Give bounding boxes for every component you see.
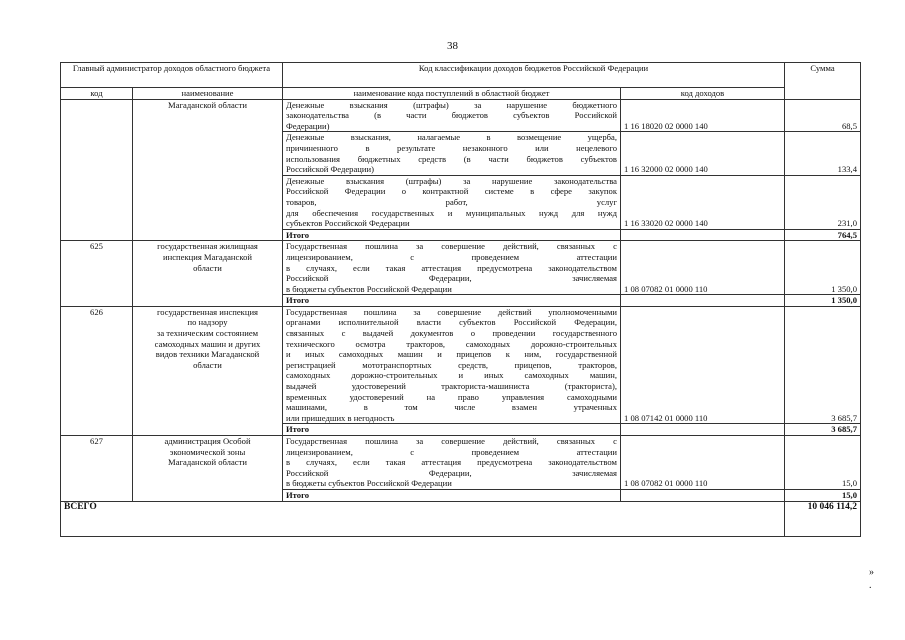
admin-name-cell: государственная инспекция по надзору за техническим состоянием самоходных машин и других видов техники Магаданской области [133,306,283,435]
header-classification: Код классификации доходов бюджетов Российской Федерации [283,63,785,88]
subtotal-label: Итого [283,295,621,307]
amount-cell: 1 350,0 [785,241,861,295]
revenue-name-cell: Государственная пошлина за совершение действий уполномоченными органами исполнительной власти субъектов Российской Федерации, связанных с выдачей документов о проведении государственного технического осмотра тракторов, самоходных дорожно-строительных и иных самоходных машин и прицепов к ним, государственной регистрацией мототранспортных средств, прицепов, тракторов, самоходных дорожно-строительных и иных самоходных машин, выдачей удостоверений тракториста-машиниста (тракториста), временных удостоверений на право управления самоходными машинами, в том числе взамен утраченных или пришедших в негодность [283,306,621,424]
revenue-name-cell: Государственная пошлина за совершение действий, связанных с лицензированием, с проведением аттестации в случаях, если такая аттестация предусмотрена законодательством Российской Федерации, зачисляемая в бюджеты субъектов Российской Федерации [283,436,621,490]
admin-name-cell: государственная жилищная инспекция Магаданской области [133,241,283,307]
closing-marks [869,566,874,592]
header-col-revenue-name: наименование кода поступлений в областной бюджет [283,88,621,100]
amount-cell: 15,0 [785,436,861,490]
table-row [61,241,861,295]
admin-name-cell: администрация Особой экономической зоны Магаданской области [133,436,283,502]
grand-total-row [61,501,861,536]
grand-total-label: ВСЕГО [61,501,785,536]
revenue-code-cell: 1 08 07082 01 0000 110 [621,436,785,490]
header-amount: Сумма [785,63,861,100]
admin-code-cell: 627 [61,436,133,502]
closing-period: . [869,580,872,591]
header-admin-group: Главный администратор доходов областного бюджета [61,63,283,88]
subtotal-label: Итого [283,229,621,241]
amount-cell: 231,0 [785,175,861,229]
revenue-table [60,62,861,537]
closing-quote: » [869,567,874,578]
header-col-revenue-code: код доходов [621,88,785,100]
revenue-name-cell: Денежные взыскания, налагаемые в возмещение ущерба, причиненного в результате незаконного или нецелевого использования бюджетных средств (в части бюджетов субъектов Российской Федерации) [283,132,621,175]
revenue-code-cell: 1 16 32000 02 0000 140 [621,132,785,175]
table-row [61,306,861,424]
revenue-name-cell: Государственная пошлина за совершение действий, связанных с лицензированием, с проведением аттестации в случаях, если такая аттестация предусмотрена законодательством Российской Федерации, зачисляемая в бюджеты субъектов Российской Федерации [283,241,621,295]
revenue-code-cell: 1 16 33020 02 0000 140 [621,175,785,229]
amount-cell: 3 685,7 [785,306,861,424]
subtotal-label: Итого [283,424,621,436]
amount-cell: 133,4 [785,132,861,175]
subtotal-value: 1 350,0 [785,295,861,307]
admin-code-cell [61,99,133,241]
revenue-name-cell: Денежные взыскания (штрафы) за нарушение законодательства Российской Федерации о контрактной системе в сфере закупок товаров, работ, услуг для обеспечения государственных и муниципальных нужд для нужд субъектов Российской Федерации [283,175,621,229]
table-row [61,436,861,490]
revenue-name-cell: Денежные взыскания (штрафы) за нарушение бюджетного законодательства (в части бюджетов субъектов Российской Федерации) [283,99,621,132]
subtotal-value: 764,5 [785,229,861,241]
admin-name-cell: Магаданской области [133,99,283,241]
page-number: 38 [447,40,458,52]
table-row [61,99,861,132]
grand-total-value: 10 046 114,2 [785,501,861,536]
revenue-code-cell: 1 08 07082 01 0000 110 [621,241,785,295]
revenue-code-cell: 1 16 18020 02 0000 140 [621,99,785,132]
subtotal-value: 15,0 [785,489,861,501]
admin-code-cell: 625 [61,241,133,307]
header-col-code: код [61,88,133,100]
subtotal-value: 3 685,7 [785,424,861,436]
amount-cell: 68,5 [785,99,861,132]
revenue-code-cell: 1 08 07142 01 0000 110 [621,306,785,424]
subtotal-label: Итого [283,489,621,501]
header-col-name: наименование [133,88,283,100]
admin-code-cell: 626 [61,306,133,435]
